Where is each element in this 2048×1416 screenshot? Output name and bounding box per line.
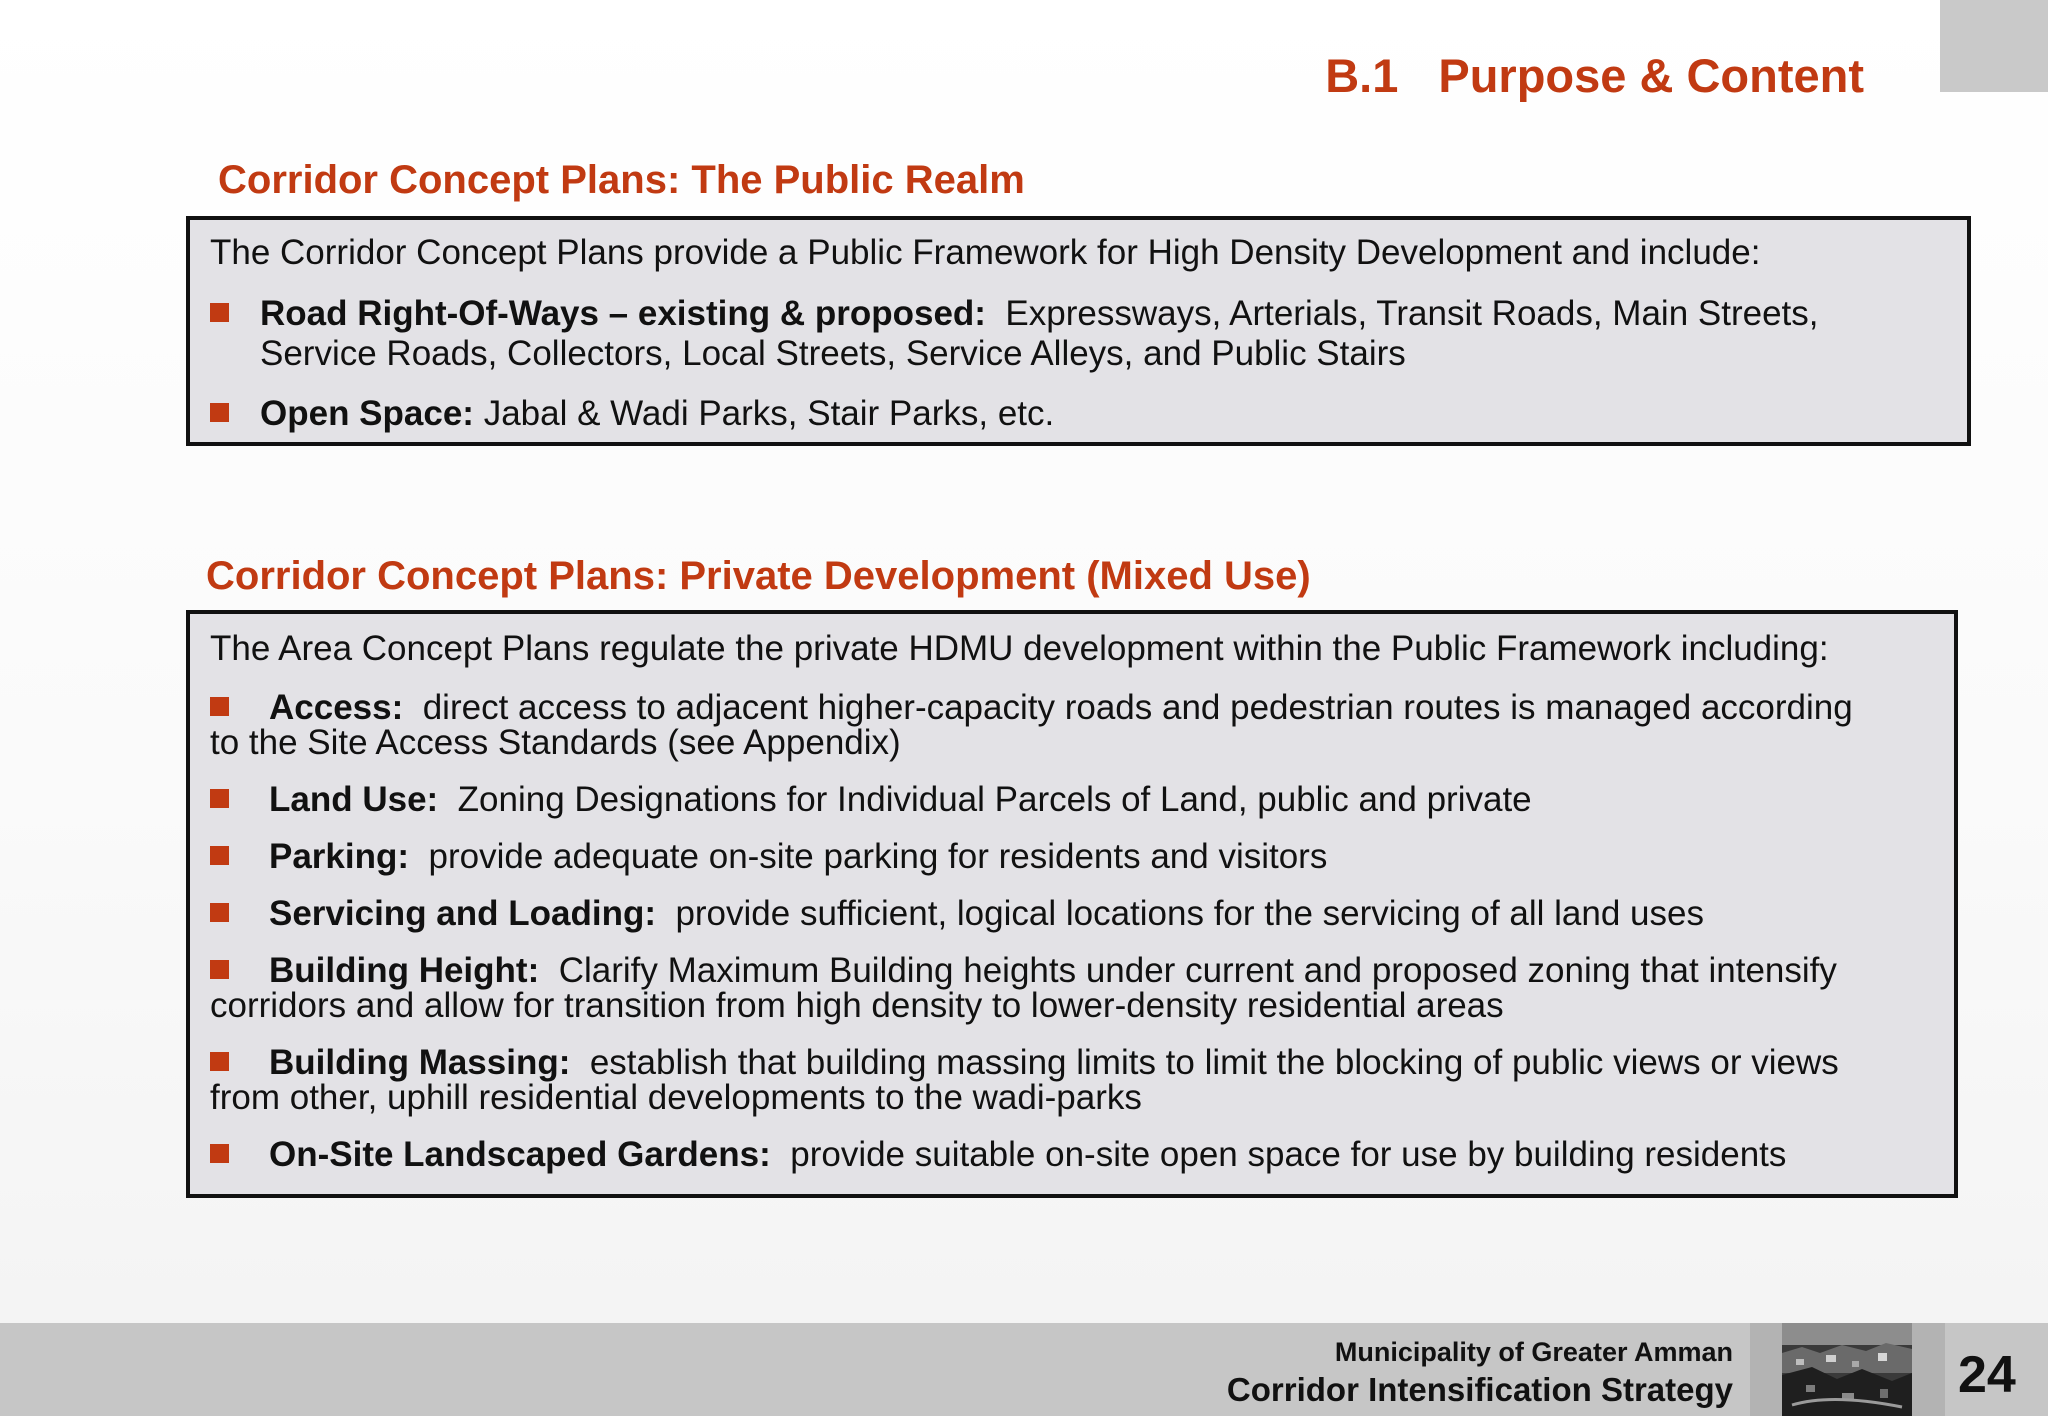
item-text-continued: to the Site Access Standards (see Appendix) [210, 723, 901, 762]
private-development-heading: Corridor Concept Plans: Private Development (Mixed Use) [206, 554, 1311, 598]
footer-city-photo [1750, 1323, 1945, 1416]
item-term: Servicing and Loading: [269, 894, 656, 933]
bullet-square-icon [210, 303, 229, 322]
footer-bar [0, 1323, 2048, 1416]
item-term: Building Height: [269, 951, 540, 990]
item-text: direct access to adjacent higher-capacity roads and pedestrian routes is managed according [422, 688, 1853, 727]
item-text: Expressways, Arterials, Transit Roads, Main Streets, [1005, 294, 1819, 333]
item-term: Parking: [269, 837, 410, 876]
public-realm-box [186, 216, 1971, 446]
city-skyline-photo-icon [1782, 1323, 1912, 1416]
item-text: provide sufficient, logical locations for the servicing of all land uses [675, 894, 1704, 933]
private-development-list [210, 690, 1936, 1172]
private-development-intro: The Area Concept Plans regulate the private HDMU development within the Public Framework including: [210, 629, 1829, 668]
slide-title [1325, 48, 1864, 103]
item-term: Open Space: [260, 394, 474, 433]
bullet-square-icon [210, 960, 229, 979]
item-text-continued: corridors and allow for transition from high density to lower-density residential areas [210, 986, 1504, 1025]
list-item [210, 896, 1936, 931]
item-text-continued: Service Roads, Collectors, Local Streets, Service Alleys, and Public Stairs [260, 334, 1406, 373]
item-text: Clarify Maximum Building heights under current and proposed zoning that intensify [558, 951, 1837, 990]
public-realm-list [210, 294, 1949, 434]
section-number: B.1 [1325, 49, 1399, 102]
item-text: provide adequate on-site parking for residents and visitors [428, 837, 1328, 876]
footer-organization: Municipality of Greater Amman [1334, 1337, 1733, 1367]
item-term: On-Site Landscaped Gardens: [269, 1135, 771, 1174]
bullet-square-icon [210, 1144, 229, 1163]
footer-project-name: Corridor Intensification Strategy [1226, 1371, 1733, 1408]
list-item [210, 394, 1949, 434]
bullet-square-icon [210, 697, 229, 716]
list-item [210, 953, 1936, 1023]
page-number: 24 [1958, 1346, 2016, 1404]
public-realm-intro: The Corridor Concept Plans provide a Public Framework for High Density Development and include: [210, 233, 1761, 272]
list-item [210, 839, 1936, 874]
bullet-square-icon [210, 1052, 229, 1071]
item-term: Access: [269, 688, 404, 727]
item-text: establish that building massing limits to limit the blocking of public views or views [589, 1043, 1839, 1082]
corner-tab [1940, 0, 2048, 92]
section-title: Purpose & Content [1438, 49, 1864, 102]
bullet-square-icon [210, 903, 229, 922]
item-term: Building Massing: [269, 1043, 571, 1082]
public-realm-heading: Corridor Concept Plans: The Public Realm [218, 158, 1025, 202]
bullet-square-icon [210, 403, 229, 422]
bullet-square-icon [210, 846, 229, 865]
list-item [210, 1045, 1936, 1115]
item-text-continued: from other, uphill residential developments to the wadi-parks [210, 1078, 1142, 1117]
item-term: Land Use: [269, 780, 439, 819]
list-item [210, 1137, 1936, 1172]
item-text: Zoning Designations for Individual Parcels of Land, public and private [457, 780, 1532, 819]
item-term: Road Right-Of-Ways – existing & proposed: [260, 294, 986, 333]
list-item [210, 294, 1949, 374]
private-development-box [186, 610, 1958, 1198]
list-item [210, 690, 1936, 760]
item-text: Jabal & Wadi Parks, Stair Parks, etc. [483, 394, 1055, 433]
item-text: provide suitable on-site open space for use by building residents [790, 1135, 1787, 1174]
list-item [210, 782, 1936, 817]
bullet-square-icon [210, 789, 229, 808]
